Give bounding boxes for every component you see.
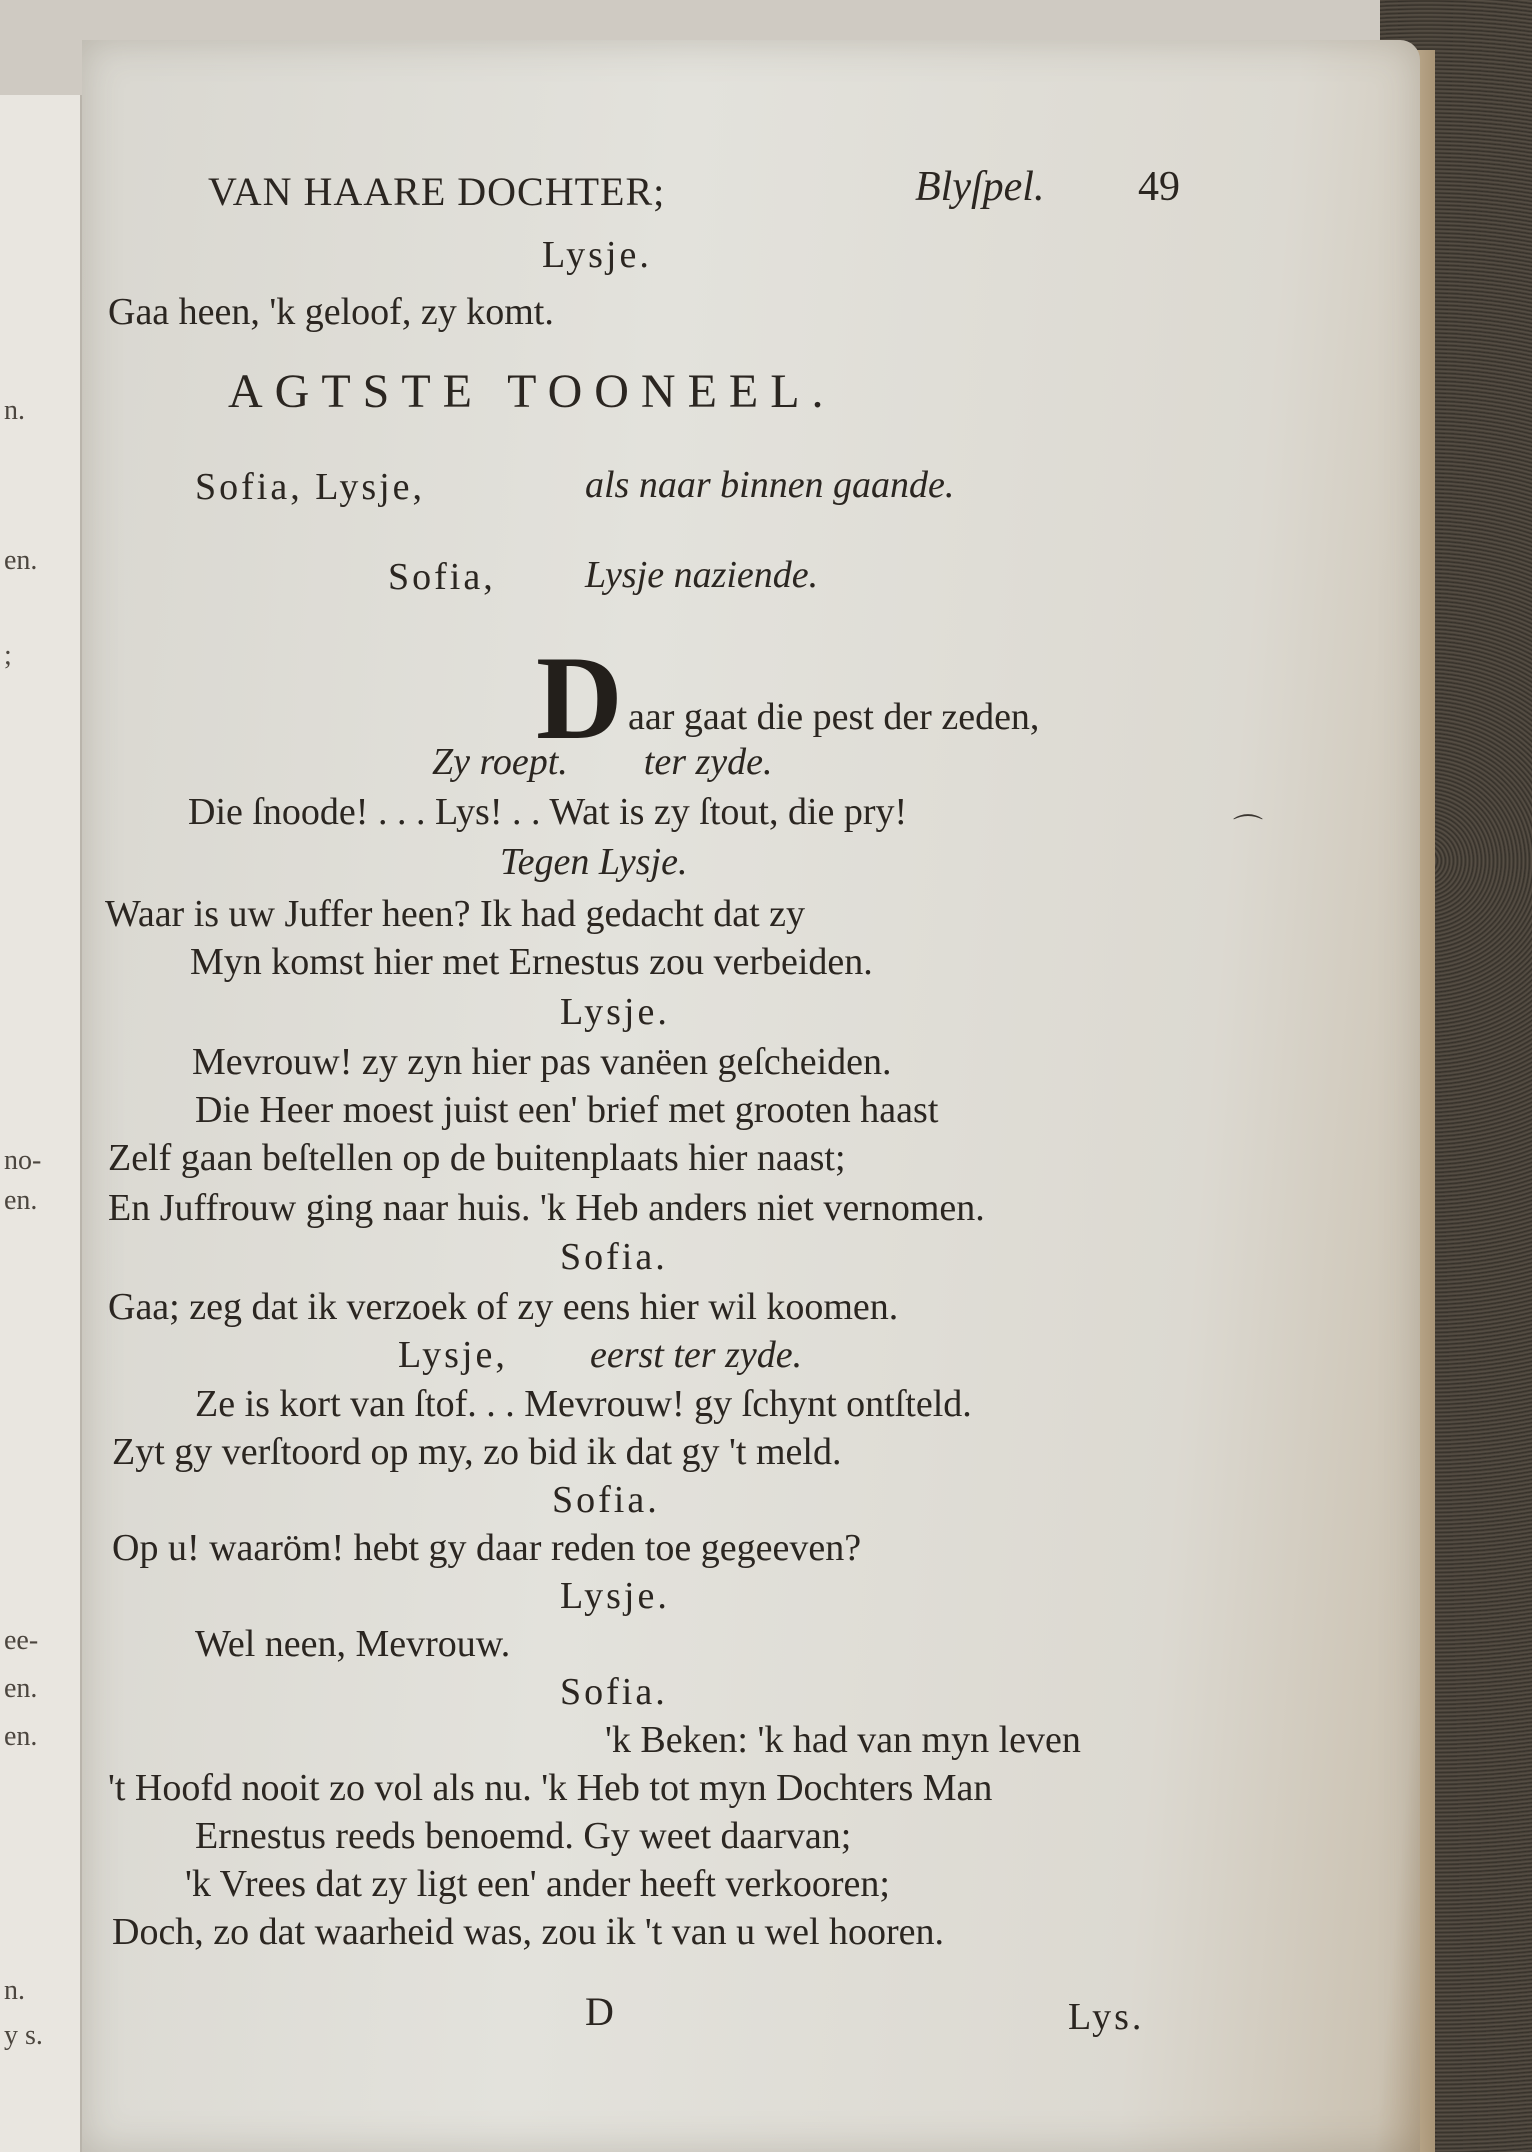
speaker-lysje: Lysje, (398, 1334, 508, 1376)
verse-line: Gaa; zeg dat ik verzoek of zy eens hier wil koomen. (108, 1286, 899, 1328)
stage-direction: Lysje naziende. (585, 554, 819, 596)
verse-line: Mevrouw! zy zyn hier pas vanëen geſcheiden. (192, 1041, 892, 1083)
stage-direction: als naar binnen gaande. (585, 464, 955, 506)
drop-cap: D (536, 631, 623, 764)
left-fragment: en. (4, 1185, 38, 1216)
verse-line: Gaa heen, 'k geloof, zy komt. (108, 291, 554, 333)
speaker-sofia: Sofia. (560, 1671, 668, 1713)
speaker-lysje: Lysje. (542, 234, 652, 276)
verse-line: Zelf gaan beſtellen op de buitenplaats hier naast; (108, 1137, 846, 1179)
running-title: VAN HAARE DOCHTER; (208, 169, 666, 214)
verse-line: Die Heer moest juist een' brief met grooten haast (195, 1089, 939, 1131)
margin-mark: ⌒ (1233, 814, 1263, 847)
left-fragment: ee- (4, 1625, 39, 1656)
verse-line: Ze is kort van ſtof. . . Mevrouw! gy ſchynt ontſteld. (195, 1383, 972, 1425)
verse-line: Die ſnoode! . . . Lys! . . Wat is zy ſtout, die pry! (188, 791, 908, 833)
scene-characters: Sofia, Lysje, (195, 466, 426, 508)
stage-direction: Zy roept. ter zyde. (432, 741, 773, 783)
verse-line: Wel neen, Mevrouw. (195, 1623, 511, 1665)
speaker-sofia: Sofia. (560, 1236, 668, 1278)
left-fragment: ; (4, 640, 12, 671)
verse-line: Op u! waaröm! hebt gy daar reden toe gegeeven? (112, 1527, 862, 1569)
speaker-sofia: Sofia. (552, 1479, 660, 1521)
left-fragment: y s. (4, 2020, 43, 2051)
speaker-lysje: Lysje. (560, 1575, 670, 1617)
speaker-lysje: Lysje. (560, 991, 670, 1033)
verse-line: Zyt gy verſtoord op my, zo bid ik dat gy 't meld. (112, 1431, 842, 1473)
verse-line: 'k Vrees dat zy ligt een' ander heeft verkooren; (185, 1863, 890, 1905)
left-fragment: en. (4, 1673, 38, 1704)
signature-mark: D (585, 1989, 614, 2034)
catchword: Lys. (1068, 1996, 1145, 2038)
left-fragment: n. (4, 1975, 25, 2006)
verse-line: aar gaat die pest der zeden, (628, 696, 1040, 738)
left-fragment: en. (4, 1721, 38, 1752)
running-genre: Blyſpel. (915, 164, 1045, 210)
stage-direction: Tegen Lysje. (500, 841, 688, 883)
speaker-sofia: Sofia, (388, 556, 496, 598)
verse-line: 'k Beken: 'k had van myn leven (605, 1719, 1081, 1761)
left-fragment: en. (4, 545, 38, 576)
left-page-edge (0, 95, 83, 2152)
verse-line: En Juffrouw ging naar huis. 'k Heb anders niet vernomen. (108, 1187, 985, 1229)
verse-line: Doch, zo dat waarheid was, zou ik 't van u wel hooren. (112, 1911, 945, 1953)
left-fragment: n. (4, 395, 25, 426)
verse-line: Ernestus reeds benoemd. Gy weet daarvan; (195, 1815, 852, 1857)
verse-line: Waar is uw Juffer heen? Ik had gedacht dat zy (105, 893, 805, 935)
scene-heading: AGTSTE TOONEEL. (228, 365, 836, 418)
page-number: 49 (1138, 164, 1180, 210)
verse-line: 't Hoofd nooit zo vol als nu. 'k Heb tot myn Dochters Man (108, 1767, 993, 1809)
verse-line: Myn komst hier met Ernestus zou verbeiden. (190, 941, 873, 983)
stage-direction: eerst ter zyde. (590, 1334, 803, 1376)
left-fragment: no- (4, 1145, 42, 1176)
